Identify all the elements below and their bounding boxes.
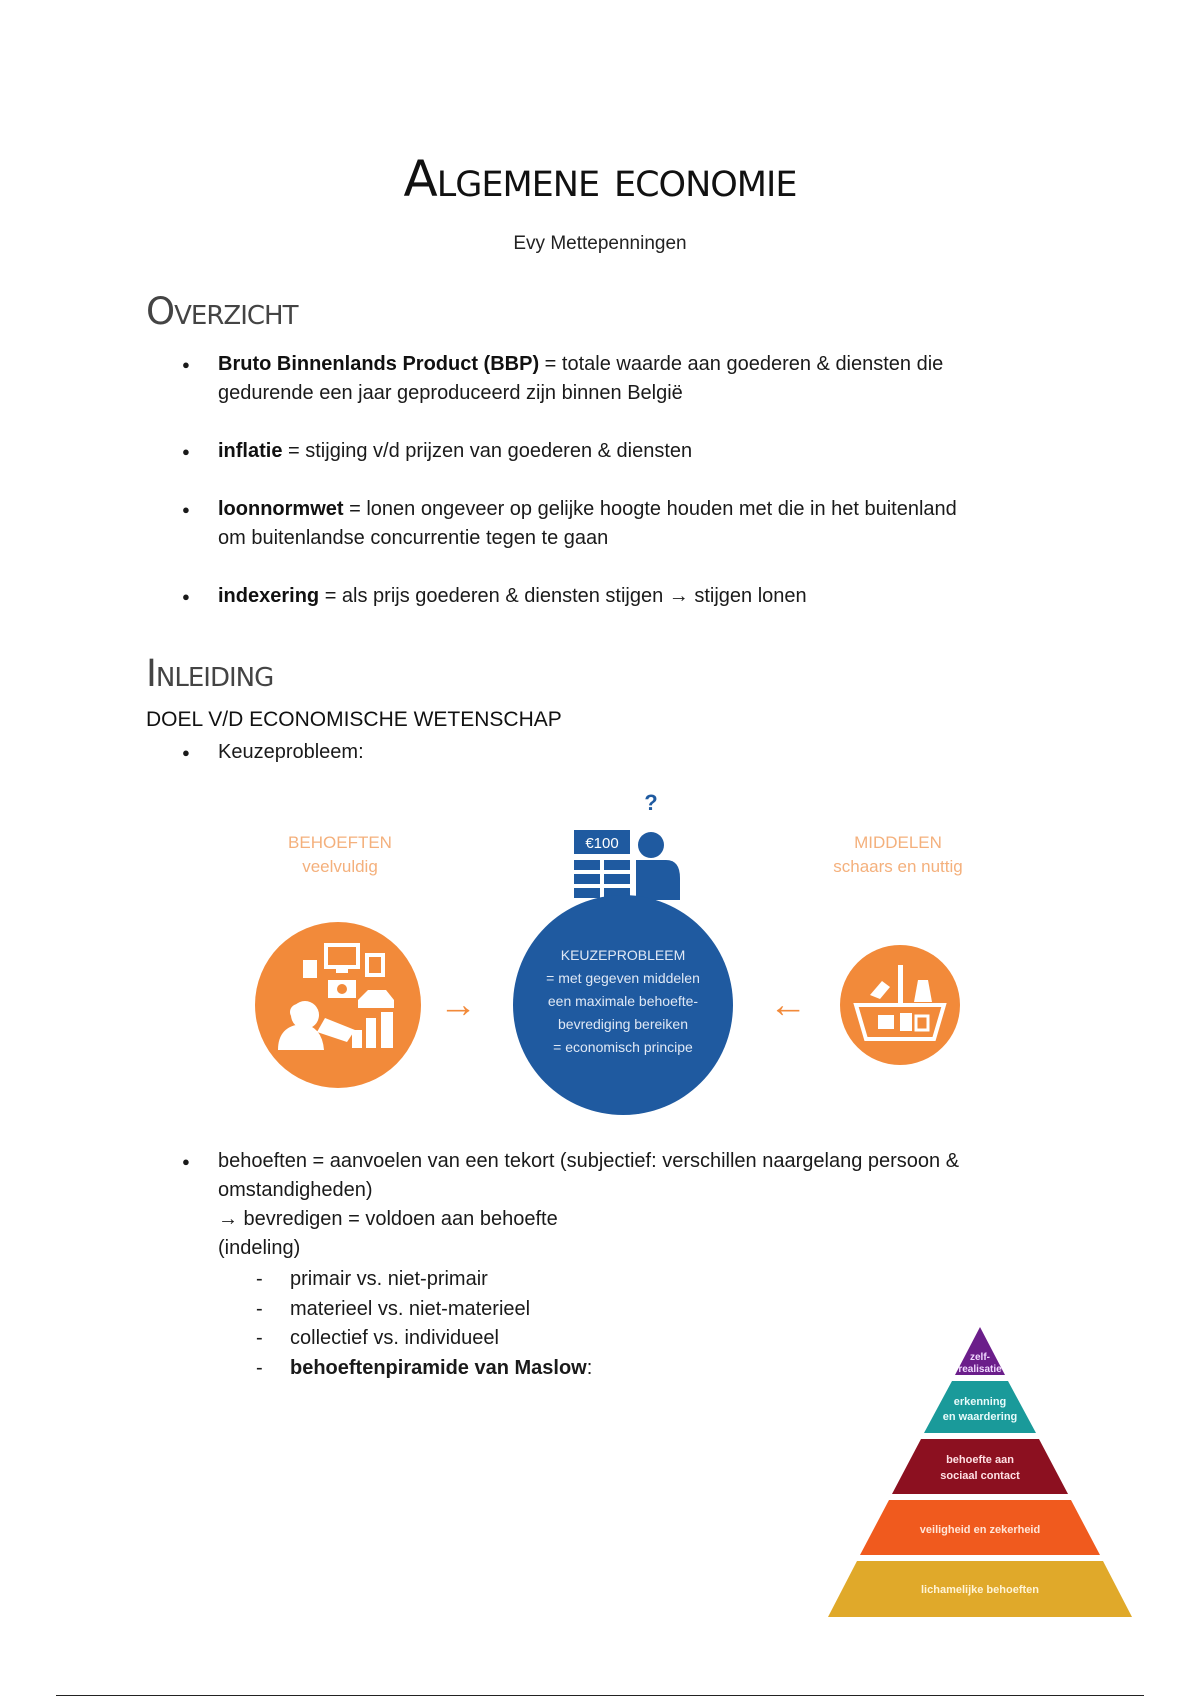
behoeften-line-3: → bevredigen = voldoen aan behoefte [218, 1208, 558, 1230]
indeling-item: - primair vs. niet-primair [250, 1265, 592, 1295]
maslow-suffix: : [586, 1356, 593, 1379]
center-line-4: bevrediging bereiken [558, 1016, 688, 1032]
center-line-3: een maximale behoefte- [547, 993, 699, 1009]
behoeften-line-1: behoeften = aanvoelen van een tekort (subjectief: verschillen naargelang persoon & [218, 1150, 960, 1172]
list-item-keuzeprobleem: ● Keuzeprobleem: [176, 738, 1056, 767]
maslow-term: behoeftenpiramide van Maslow [290, 1356, 587, 1379]
person-with-money-icon [574, 790, 680, 900]
behoeften-line-2: omstandigheden) [218, 1179, 373, 1201]
keuzeprobleem-list [176, 738, 1056, 767]
indeling-item: - collectief vs. individueel [250, 1324, 592, 1354]
term-indexering: indexering [218, 585, 320, 607]
maslow-pyramid [810, 1325, 1150, 1620]
pyramid-label-2a: erkenning [953, 1396, 1007, 1408]
definition-loonnormwet-cont: om buitenlandse concurrentie tegen te gaan [218, 527, 609, 549]
indeling-item-maslow [250, 1354, 592, 1384]
overzicht-list [176, 350, 1056, 611]
money-label: €100 [585, 835, 619, 852]
question-mark-icon: ? [644, 790, 658, 815]
keuzeprobleem-diagram [0, 780, 1200, 1130]
label-middelen: MIDDELEN [854, 833, 942, 852]
indeling-list [250, 1265, 592, 1383]
subheading-doel: DOEL V/D ECONOMISCHE WETENSCHAP [146, 708, 562, 731]
definition-loonnormwet: = lonen ongeveer op gelijke hoogte houden met die in het buitenland [343, 498, 957, 520]
center-line-1: KEUZEPROBLEEM [560, 947, 686, 963]
pyramid-label-1b: realisatie [958, 1364, 1002, 1375]
section-heading-inleiding: Inleiding [146, 652, 274, 695]
definition-indexering: = als prijs goederen & diensten stijgen → stijgen lonen [319, 585, 807, 607]
list-item-behoeften [176, 1147, 1056, 1263]
arrow-left-icon: ← [769, 984, 807, 1026]
pyramid-level-3 [892, 1439, 1068, 1494]
pyramid-label-3a: behoefte aan [946, 1454, 1014, 1466]
keuzeprobleem-circle [513, 895, 733, 1115]
section-heading-overzicht: Overzicht [146, 290, 298, 333]
definition-bbp: = totale waarde aan goederen & diensten die [539, 353, 944, 375]
label-schaars: schaars en nuttig [833, 857, 963, 876]
term-bbp: Bruto Binnenlands Product (BBP) [218, 353, 540, 375]
center-line-2: = met gegeven middelen [546, 970, 700, 986]
basket-circle [840, 945, 960, 1065]
pyramid-label-3b: sociaal contact [940, 1470, 1020, 1482]
list-item-loonnormwet [176, 495, 1056, 553]
behoeften-line-4: (indeling) [218, 1237, 301, 1259]
list-item-inflatie [176, 437, 1056, 466]
pyramid-label-1a: zelf- [970, 1352, 990, 1363]
document-title: Algemene economie [403, 150, 797, 208]
indeling-item: - materieel vs. niet-materieel [250, 1295, 592, 1325]
label-behoeften: BEHOEFTEN [288, 833, 392, 852]
pyramid-label-5: lichamelijke behoeften [921, 1584, 1039, 1596]
footer-divider [56, 1695, 1144, 1696]
pyramid-label-4: veiligheid en zekerheid [919, 1524, 1041, 1536]
arrow-right-icon: → [439, 984, 477, 1026]
term-loonnormwet: loonnormwet [218, 498, 344, 520]
needs-circle [255, 922, 421, 1088]
behoeften-list [176, 1147, 1056, 1263]
definition-bbp-cont: gedurende een jaar geproduceerd zijn binnen België [218, 382, 683, 404]
list-item-indexering [176, 582, 1056, 611]
list-item-bbp [176, 350, 1056, 408]
label-veelvuldig: veelvuldig [302, 857, 378, 876]
pyramid-label-2b: en waardering [942, 1411, 1018, 1423]
center-line-5: = economisch principe [553, 1039, 693, 1055]
term-inflatie: inflatie [218, 440, 283, 462]
document-author: Evy Mettepenningen [513, 233, 687, 254]
definition-inflatie: = stijging v/d prijzen van goederen & diensten [282, 440, 693, 462]
